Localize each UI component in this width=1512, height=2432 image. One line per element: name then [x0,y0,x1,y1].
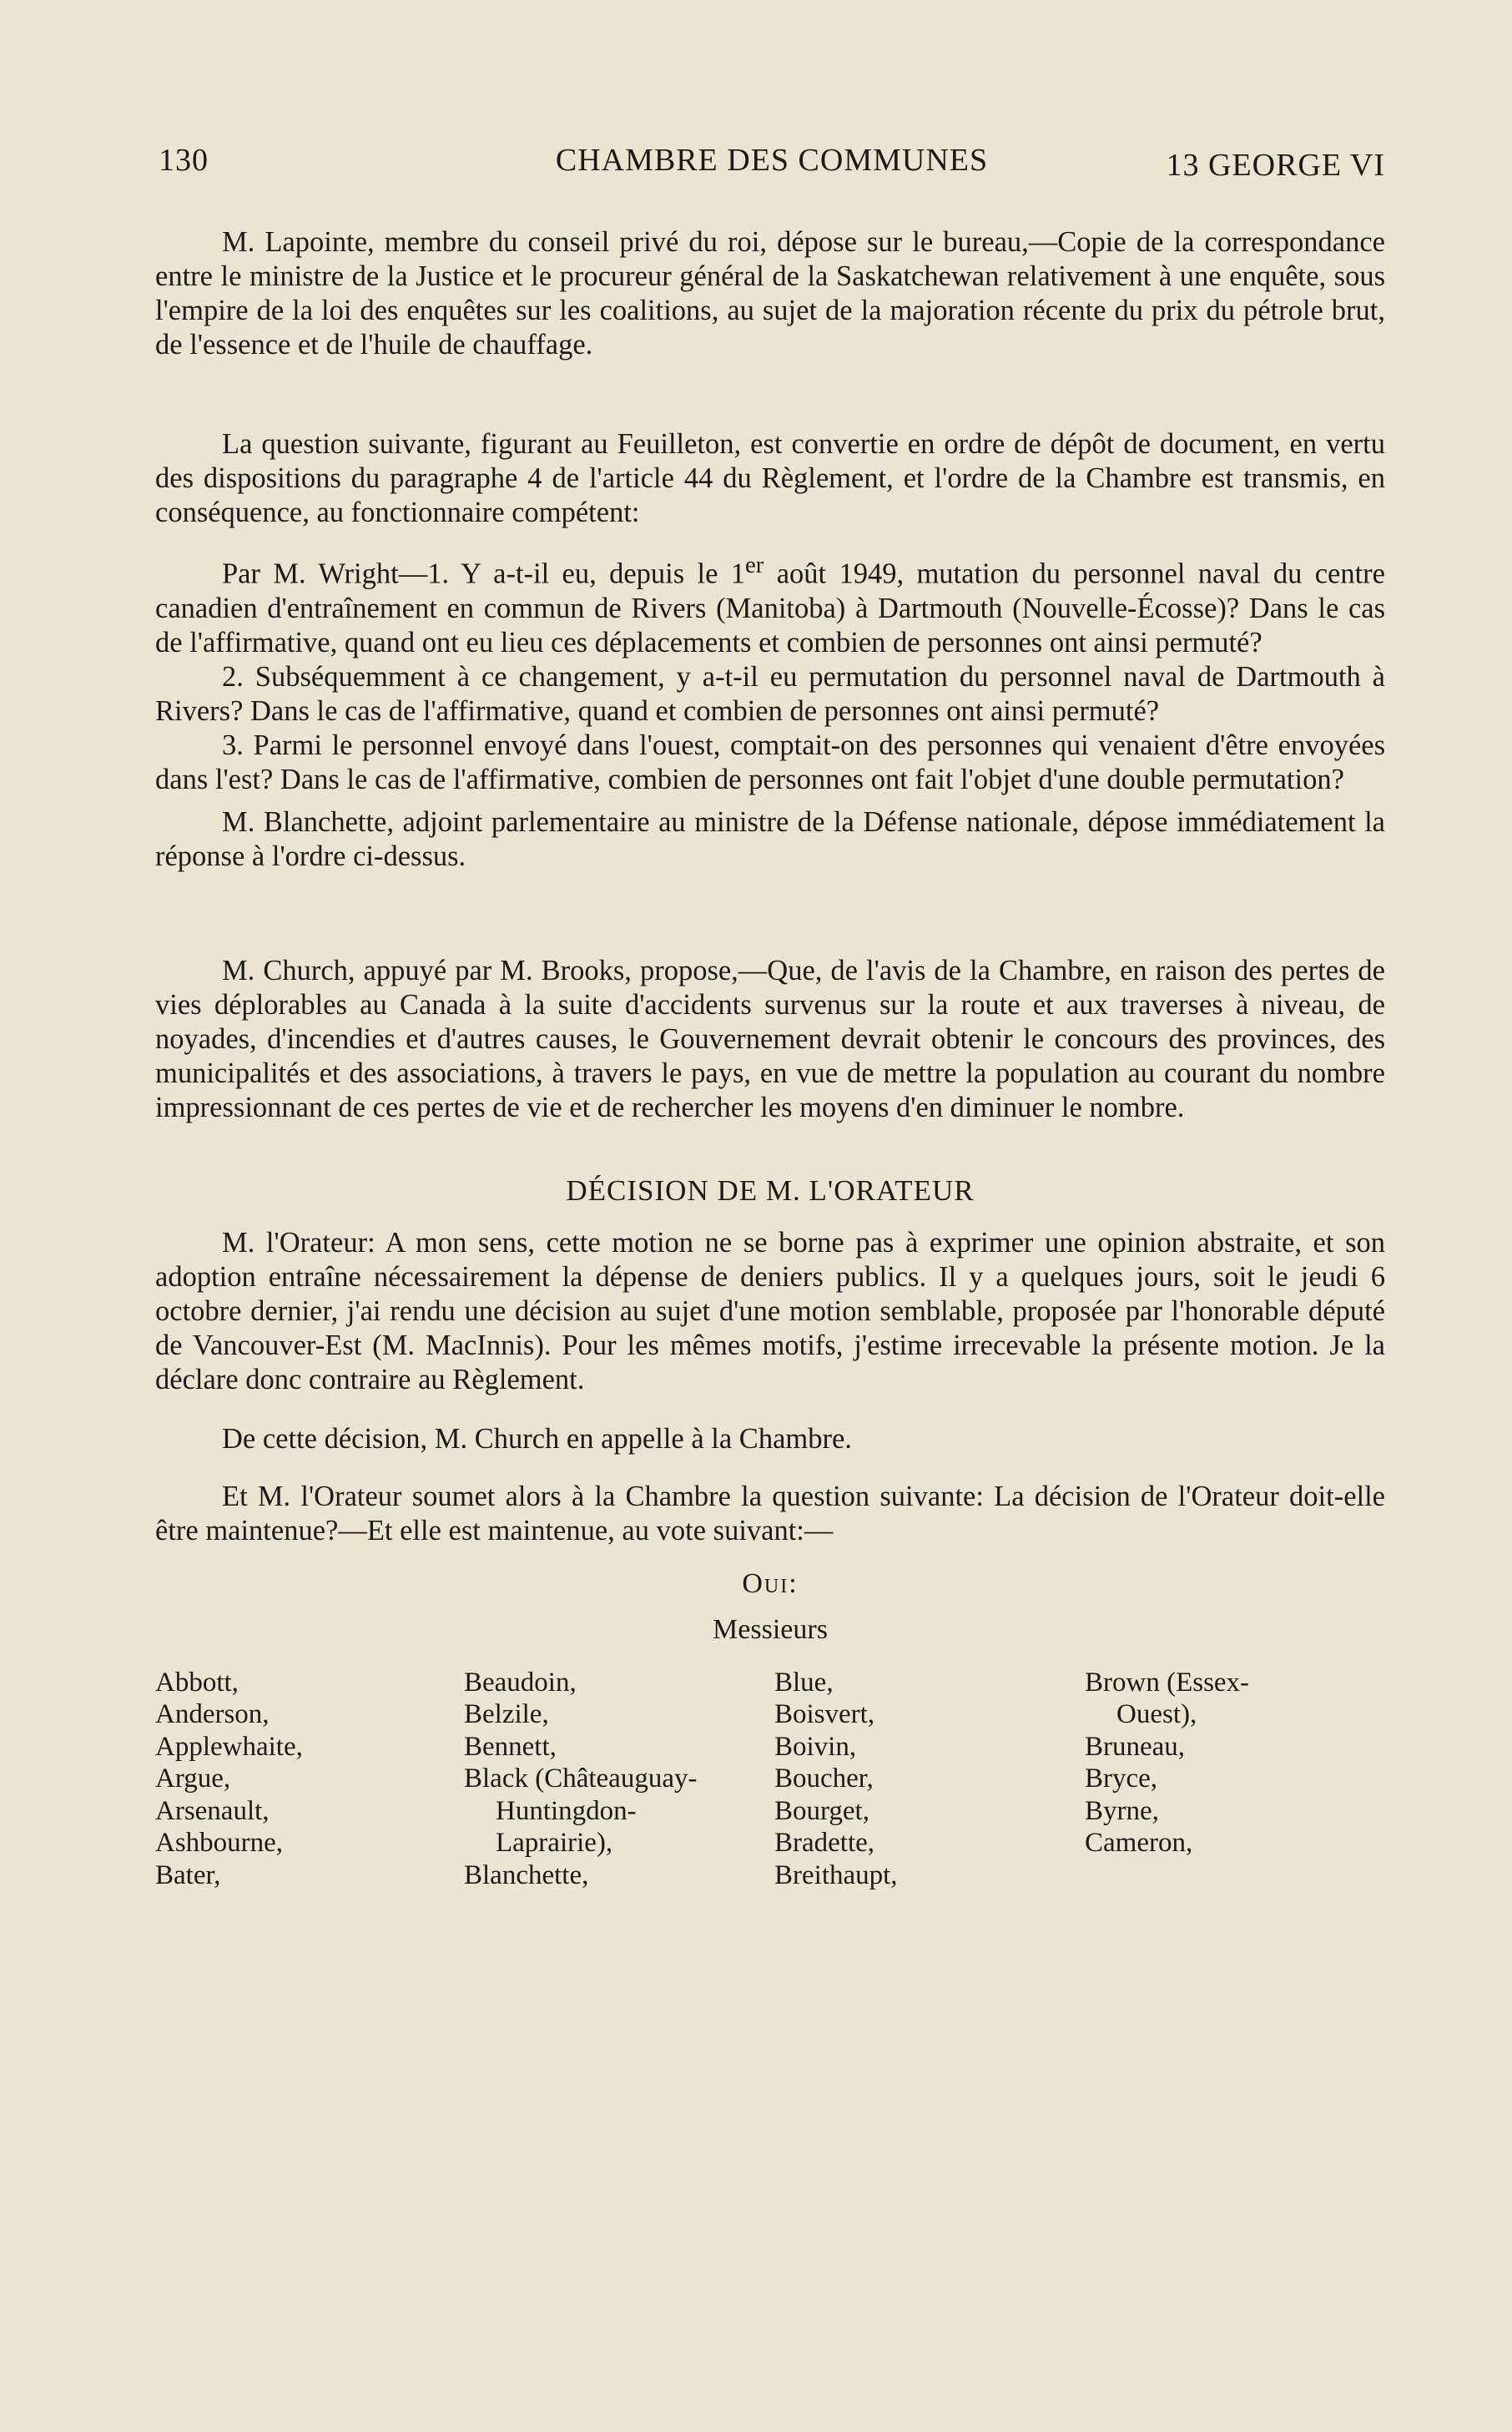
names-column-1 [155,1667,464,1892]
paragraph-vote-question: Et M. l'Orateur soumet alors à la Chambre la question suivante: La décision de l'Orateur doit-elle être maintenue?—Et elle est maintenue, au vote suivant:— [155,1480,1385,1546]
paragraph-church-motion: M. Church, appuyé par M. Brooks, propose,—Que, de l'avis de la Chambre, en raison des pertes de vies déplorables au Canada à la suite d'accidents survenus sur la route et aux traverses à niveau, de noyades, d'incendies et d'autres causes, le Gouvernement devrait obtenir le concours des provinces, des municipalités et des associations, à travers le pays, en vue de mettre la population au courant du nombre impressionnant de ces pertes de vie et de rechercher les moyens d'en diminuer le nombre. [155,954,1385,1123]
running-title: CHAMBRE DES COMMUNES [555,143,989,178]
member-name: Abbott, [155,1667,239,1698]
reign-label: 13 GEORGE VI [1166,148,1385,183]
paragraph-appeal: De cette décision, M. Church en appelle à la Chambre. [222,1422,852,1455]
paragraph-question-3: 3. Parmi le personnel envoyé dans l'ouest, comptait-on des personnes qui venaient d'être envoyées dans l'est? Dans le cas de l'affirmative, combien de personnes ont fait l'objet d'une double permutation? [155,729,1385,795]
member-name: Cameron, [1085,1828,1193,1858]
member-name: Boivin, [774,1731,857,1762]
superscript-er: er [745,552,764,578]
member-name: Applewhaite, [155,1731,303,1762]
document-body [155,225,1385,1891]
paragraph-blanchette: M. Blanchette, adjoint parlementaire au ministre de la Défense nationale, dépose immédiatement la réponse à l'ordre ci-dessus. [155,805,1385,872]
member-name: Bryce, [1085,1763,1158,1794]
member-name-continued: Laprairie), [496,1828,613,1858]
member-name: Ashbourne, [155,1828,284,1858]
vote-subheading: Messieurs [713,1613,828,1645]
page-number: 130 [159,143,209,178]
names-column-4 [1085,1667,1385,1892]
paragraph-lapointe: M. Lapointe, membre du conseil privé du roi, dépose sur le bureau,—Copie de la correspondance entre le ministre de la Justice et le procureur général de la Saskatchewan relativement à une enquête, sous l'empire de la loi des enquêtes sur les coalitions, au sujet de la majoration récente du prix du pétrole brut, de l'essence et de l'huile de chauffage. [155,226,1385,361]
member-name: Brown (Essex- [1085,1667,1250,1698]
member-name: Byrne, [1085,1795,1159,1826]
member-name: Bennett, [464,1731,557,1762]
member-name: Boisvert, [774,1699,875,1729]
member-name: Blue, [774,1667,834,1698]
member-name: Argue, [155,1763,231,1794]
member-name: Boucher, [774,1763,874,1794]
member-name: Blanchette, [464,1859,589,1890]
member-name-continued: Ouest), [1116,1699,1197,1729]
member-name: Bater, [155,1859,221,1890]
question-1-rest: août 1949, mutation du personnel naval du centre canadien d'entraînement en commun de Rivers (Manitoba) à Dartmouth (Nouvelle-Écosse)? Dans le cas de l'affirmative, quand ont eu lieu ces déplacements et combien de personnes ont ainsi permuté? [155,558,1385,658]
question-1-start: Par M. Wright—1. Y a-t-il eu, depuis le 1 [222,558,746,590]
names-column-2 [464,1667,774,1892]
paragraph-question-1 [155,548,1385,660]
member-name: Bradette, [774,1828,875,1858]
member-name: Arsenault, [155,1795,270,1826]
vote-names [155,1667,1385,1892]
names-column-3 [774,1667,1085,1892]
paragraph-speaker-ruling: M. l'Orateur: A mon sens, cette motion ne se borne pas à exprimer une opinion abstraite, et son adoption entraîne nécessairement la dépense de deniers publics. Il y a quelques jours, soit le jeudi 6 octobre dernier, j'ai rendu une décision au sujet d'une motion semblable, proposée par l'honorable député de Vancouver-Est (M. MacInnis). Pour les mêmes motifs, j'estime irrecevable la présente motion. Je la déclare donc contraire au Règlement. [155,1226,1385,1395]
paragraph-question-intro: La question suivante, figurant au Feuilleton, est convertie en ordre de dépôt de document, en vertu des dispositions du paragraphe 4 de l'article 44 du Règlement, et l'ordre de la Chambre est transmis, en conséquence, au fonctionnaire compétent: [155,428,1385,528]
member-name: Bourget, [774,1795,869,1826]
member-name: Belzile, [464,1699,549,1729]
section-heading: DÉCISION DE M. L'ORATEUR [566,1173,975,1207]
paragraph-question-2: 2. Subséquemment à ce changement, y a-t-il eu permutation du personnel naval de Dartmouth à Rivers? Dans le cas de l'affirmative, quand et combien de personnes ont ainsi permuté? [155,660,1385,727]
member-name: Black (Châteauguay- [464,1763,698,1794]
member-name: Bruneau, [1085,1731,1186,1762]
member-name-continued: Huntingdon- [496,1795,637,1826]
member-name: Breithaupt, [774,1859,898,1890]
member-name: Beaudoin, [464,1667,577,1698]
vote-label-text: Oui: [742,1567,799,1599]
vote-label [155,1567,1385,1601]
member-name: Anderson, [155,1699,270,1729]
